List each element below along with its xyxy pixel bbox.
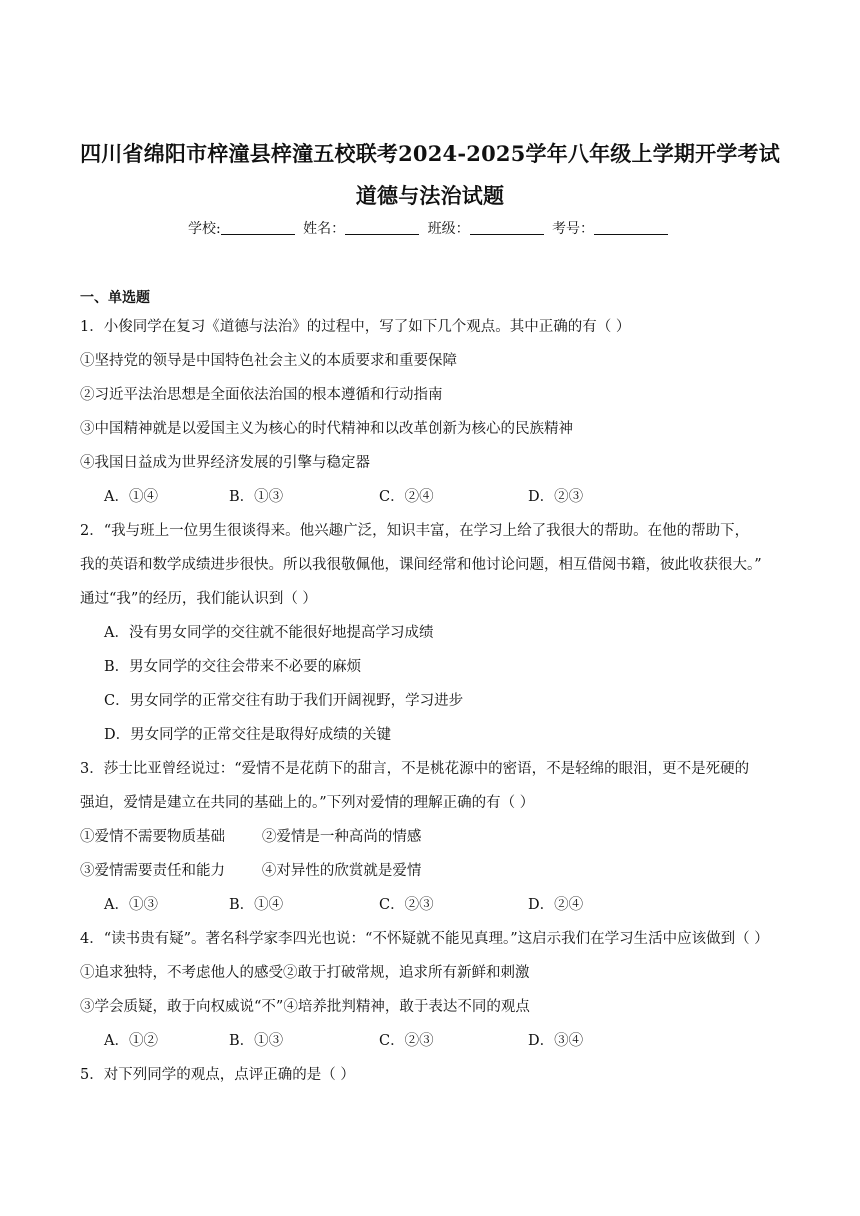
exam-title: 四川省绵阳市梓潼县梓潼五校联考2024-2025学年八年级上学期开学考试: [80, 141, 780, 166]
q4-statements-1-2: ①追求独特，不考虑他人的感受②敢于打破常规，追求所有新鲜和刺激: [80, 965, 530, 981]
class-blank[interactable]: [470, 220, 544, 235]
q1-statement-1: ①坚持党的领导是中国特色社会主义的本质要求和重要保障: [80, 353, 457, 369]
q3-option-d[interactable]: D．②④: [528, 897, 584, 913]
q3-statements-3-4: ③爱情需要责任和能力 ④对异性的欣赏就是爱情: [80, 863, 422, 879]
name-label: 姓名：: [303, 221, 346, 237]
q4-option-d[interactable]: D．③④: [528, 1033, 584, 1049]
q3-option-b[interactable]: B．①④: [229, 897, 284, 913]
q2-option-a[interactable]: A．没有男女同学的交往就不能很好地提高学习成绩: [104, 625, 434, 641]
q3-option-c[interactable]: C．②③: [379, 897, 434, 913]
name-blank[interactable]: [345, 220, 419, 235]
q3-stem-line-2: 强迫，爱情是建立在共同的基础上的。”下列对爱情的理解正确的有（ ）: [80, 795, 535, 811]
q4-option-a[interactable]: A．①②: [104, 1033, 158, 1049]
q1-statement-2: ②习近平法治思想是全面依法治国的根本遵循和行动指南: [80, 387, 443, 403]
q3-option-a[interactable]: A．①③: [104, 897, 158, 913]
class-label: 班级：: [427, 221, 470, 237]
school-label: 学校:: [187, 221, 221, 237]
q2-stem-line-2: 我的英语和数学成绩进步很快。所以我很敬佩他，课间经常和他讨论问题，相互借阅书籍，彼此收获很大。”: [80, 557, 762, 573]
q5-stem: 5．对下列同学的观点，点评正确的是（ ）: [80, 1067, 355, 1083]
section-title: 一、单选题: [80, 290, 150, 306]
q4-option-b[interactable]: B．①③: [229, 1033, 284, 1049]
q1-option-a[interactable]: A．①④: [104, 489, 158, 505]
q1-stem: 1．小俊同学在复习《道德与法治》的过程中，写了如下几个观点。其中正确的有（ ）: [80, 319, 631, 335]
exam-number-label: 考号：: [552, 221, 595, 237]
exam-number-blank[interactable]: [594, 220, 668, 235]
q1-option-b[interactable]: B．①③: [229, 489, 284, 505]
student-info-row: [0, 218, 860, 238]
q3-stem-line-1: 3．莎士比亚曾经说过：“爱情不是花荫下的甜言，不是桃花源中的密语，不是轻绵的眼泪，更不是死硬的: [80, 761, 750, 777]
q4-statements-3-4: ③学会质疑，敢于向权威说“不”④培养批判精神，敢于表达不同的观点: [80, 999, 530, 1015]
q3-statements-1-2: ①爱情不需要物质基础 ②爱情是一种高尚的情感: [80, 829, 422, 845]
q1-option-c[interactable]: C．②④: [379, 489, 434, 505]
q1-option-d[interactable]: D．②③: [528, 489, 584, 505]
q2-option-b[interactable]: B．男女同学的交往会带来不必要的麻烦: [104, 659, 362, 675]
q2-option-d[interactable]: D．男女同学的正常交往是取得好成绩的关键: [104, 727, 392, 743]
q4-option-c[interactable]: C．②③: [379, 1033, 434, 1049]
q2-option-c[interactable]: C．男女同学的正常交往有助于我们开阔视野，学习进步: [104, 693, 464, 709]
q4-stem: 4．“读书贵有疑”。著名科学家李四光也说：“不怀疑就不能见真理。”这启示我们在学习生活中应该做到（ ）: [80, 931, 769, 947]
q1-statement-4: ④我国日益成为世界经济发展的引擎与稳定器: [80, 455, 370, 471]
school-blank[interactable]: [221, 220, 295, 235]
q2-stem-line-1: 2．“我与班上一位男生很谈得来。他兴趣广泛，知识丰富，在学习上给了我很大的帮助。在他的帮助下，: [80, 523, 750, 539]
q2-stem-line-3: 通过“我”的经历，我们能认识到（ ）: [80, 591, 317, 607]
q1-statement-3: ③中国精神就是以爱国主义为核心的时代精神和以改革创新为核心的民族精神: [80, 421, 573, 437]
exam-subtitle: 道德与法治试题: [355, 183, 505, 208]
